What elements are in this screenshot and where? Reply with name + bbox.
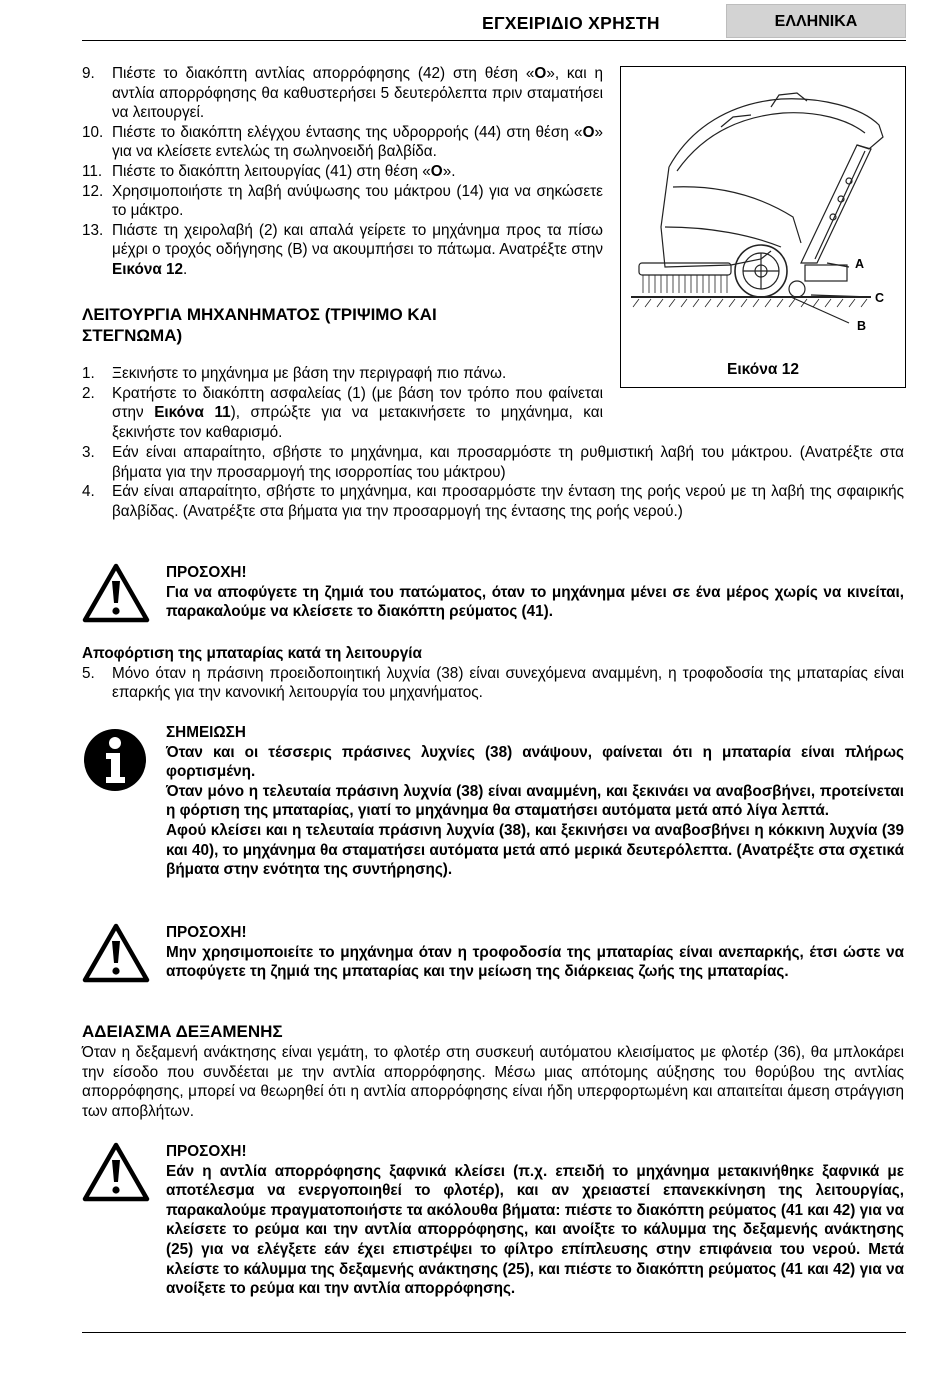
discharge-heading: Αποφόρτιση της μπαταρίας κατά τη λειτουργία <box>82 645 422 662</box>
note-paragraph: Αφού κλείσει και η τελευταία πράσινη λυχνία (38), και ξεκινήσει να αναβοσβήνει η κόκκινη λυχνία (39 και 40), το μηχάνημα θα σταματήσει αυτόματα μετά από μερικά δευτερόλεπτα. (Ανατρέξτε στα σχετικά βήματα στην ενότητα της συντήρησης). <box>166 821 904 879</box>
step-number: 9. <box>82 65 95 82</box>
list-item <box>82 182 603 221</box>
label-c: C <box>875 291 885 305</box>
figure-caption: Εικόνα 12 <box>727 361 799 378</box>
operation-steps-3-4 <box>82 443 904 521</box>
info-icon <box>82 727 148 793</box>
warning-box-floor <box>82 563 904 622</box>
operation-steps-1-2 <box>82 364 603 442</box>
tank-paragraph: Όταν η δεξαμενή ανάκτησης είναι γεμάτη, το φλοτέρ στη συσκευή αυτόματου κλεισίματος με φλοτέρ (36), θα μπλοκάρει την είσοδο που συνδέεται με την αντλία απορρόφησης. Μέσω μιας απότομης αύξησης του θορύβου της αντλίας απορρόφησης, μπορεί να θεωρηθεί ότι η αντλία απορρόφησης είναι ήδη υπερφορτωμένη και απαιτείται άμεση στράγγιση των αποβλήτων. <box>82 1044 904 1120</box>
step-text: Πιέστε το διακόπτη αντλίας απορρόφησης (42) στη θέση «O», και η αντλία απορρόφησης θα καθυστερήσει 5 δευτερόλεπτα πριν σταματήσει να λειτουργεί. <box>112 65 603 122</box>
list-item <box>82 364 603 384</box>
step-number: 3. <box>82 444 95 461</box>
figure-12 <box>620 66 906 388</box>
step-number: 13. <box>82 221 104 239</box>
list-item <box>82 162 603 182</box>
warning-triangle-icon <box>82 563 150 623</box>
list-item <box>82 221 603 280</box>
warning-text: Για να αποφύγετε τη ζημιά του πατώματος, όταν το μηχάνημα μένει σε ένα μέρος χωρίς να κινείται, παρακαλούμε να κλείσετε το διακόπτη ρεύματος (41). <box>166 583 904 621</box>
warning-text: Εάν η αντλία απορρόφησης ξαφνικά κλείσει (π.χ. επειδή το μηχάνημα μετακινήθηκε ξαφνικά με αποτέλεσμα να ενεργοποιηθεί το φλοτέρ), και αν χρειαστεί επανεκκίνηση της λειτουργίας, παρακαλούμε πραγματοποιήστε τα ακόλουθα βήματα: πιέστε το διακόπτη ρεύματος (41 και 42) για να κλείσετε το ρεύμα και την αντλία απορρόφησης, και ανοίξτε το κάλυμμα της δεξαμενής ανάκτησης (25) για να ελέγξετε εάν έχει επιστρέψει το φίλτρο επίπλευσης στην επιφάνεια του νερού. Μετά κλείστε το κάλυμμα της δεξαμενής ανάκτησης (25), και πιέστε το διακόπτη ρεύματος (41 και 42) για να ανοίξετε το ρεύμα και την αντλία απορρόφησης. <box>166 1162 904 1298</box>
step-text: Εάν είναι απαραίτητο, σβήστε το μηχάνημα, και προσαρμόστε τη ρυθμιστική λαβή του μάκτρου. (Ανατρέξτε στα βήματα για την προσαρμογή της ισορροπίας του μάκτρου) <box>112 444 904 481</box>
step-number: 12. <box>82 182 104 200</box>
step-text: Μόνο όταν η πράσινη προειδοποιητική λυχνία (38) είναι συνεχόμενα αναμμένη, η τροφοδοσία της μπαταρίας είναι επαρκής για την κανονική λειτουργία του μηχανήματος. <box>112 664 904 702</box>
label-a: A <box>855 257 865 271</box>
list-item <box>82 123 603 162</box>
discharge-block <box>82 644 904 703</box>
section-heading-tank: ΑΔΕΙΑΣΜΑ ΔΕΞΑΜΕΝΗΣ <box>82 1022 283 1041</box>
header-rule <box>82 40 906 41</box>
warning-title: ΠΡΟΣΟΧΗ! <box>166 564 247 581</box>
list-item <box>82 64 603 123</box>
step-text: Κρατήστε το διακόπτη ασφαλείας (1) (με βάση τον τρόπο που φαίνεται στην Εικόνα 11), σπρώξτε για να μετακινήσετε το μηχάνημα, και ξεκινήστε τον καθαρισμό. <box>112 384 604 441</box>
step-number: 2. <box>82 384 95 402</box>
note-paragraph: Όταν μόνο η τελευταία πράσινη λυχνία (38) είναι αναμμένη, και ξεκινάει να αναβοσβήνει, προτείνεται η φόρτιση της μπαταρίας, γιατί το μηχάνημα θα σταματήσει αυτόματα μετά από λίγα λεπτά. <box>166 782 904 820</box>
note-box-battery <box>82 723 904 880</box>
step-text: Χρησιμοποιήστε τη λαβή ανύψωσης του μάκτρου (14) για να σηκώσετε το μάκτρο. <box>112 182 603 220</box>
list-item <box>82 384 603 443</box>
section-heading-operation: ΛΕΙΤΟΥΡΓΙΑ ΜΗΧΑΝΗΜΑΤΟΣ (ΤΡΙΨΙΜΟ ΚΑΙ ΣΤΕΓΝΩΜΑ) <box>82 305 437 345</box>
warning-title: ΠΡΟΣΟΧΗ! <box>166 1143 247 1160</box>
step-number: 4. <box>82 483 95 501</box>
step-text: Πιάστε τη χειρολαβή (2) και απαλά γείρετε το μηχάνημα προς τα πίσω μέχρι ο τροχός οδήγησης (B) να ακουμπήσει το πάτωμα. Ανατρέξτε στην Εικόνα 12. <box>112 221 603 278</box>
label-b: B <box>857 319 867 333</box>
list-item <box>82 443 904 482</box>
step-number: 1. <box>82 365 95 382</box>
warning-box-pump <box>82 1142 904 1299</box>
warning-triangle-icon <box>82 1142 150 1202</box>
warning-title: ΠΡΟΣΟΧΗ! <box>166 924 247 941</box>
scrubber-drawing <box>621 67 907 357</box>
list-item <box>82 482 904 521</box>
step-number: 10. <box>82 123 104 141</box>
warning-box-battery <box>82 923 904 982</box>
step-number: 11. <box>82 162 103 180</box>
step-text: Πιέστε το διακόπτη λειτουργίας (41) στη θέση «O». <box>112 162 456 180</box>
steps-top-list <box>82 64 603 280</box>
step-text: Πιέστε το διακόπτη ελέγχου έντασης της υδρορροής (44) στη θέση «O» για να κλείσετε εντελώς τη σωληνοειδή βαλβίδα. <box>112 123 603 161</box>
manual-title: ΕΓΧΕΙΡΙΔΙΟ ΧΡΗΣΤΗ <box>482 13 660 33</box>
list-item <box>82 664 904 703</box>
step-number: 5. <box>82 664 95 682</box>
step-text: Ξεκινήστε το μηχάνημα με βάση την περιγραφή πιο πάνω. <box>112 365 507 382</box>
warning-triangle-icon <box>82 923 150 983</box>
language-badge: ΕΛΛΗΝΙΚΑ <box>726 4 906 38</box>
step-text: Εάν είναι απαραίτητο, σβήστε το μηχάνημα, και προσαρμόστε την ένταση της ροής νερού με τη λαβή της σφαιρικής βαλβίδας. (Ανατρέξτε στα βήματα για την προσαρμογή της έντασης της ροής νερού.) <box>112 483 904 520</box>
note-title: ΣΗΜΕΙΩΣΗ <box>166 724 246 741</box>
warning-text: Μην χρησιμοποιείτε το μηχάνημα όταν η τροφοδοσία της μπαταρίας είναι ανεπαρκής, έτσι ώστε να αποφύγετε τη ζημιά της μπαταρίας και την μείωση της διάρκειας ζωής της μπαταρίας. <box>166 943 904 981</box>
note-paragraph: Όταν και οι τέσσερις πράσινες λυχνίες (38) ανάψουν, φαίνεται ότι η μπαταρία είναι πλήρως φορτισμένη. <box>166 743 904 781</box>
footer-rule <box>82 1332 906 1333</box>
